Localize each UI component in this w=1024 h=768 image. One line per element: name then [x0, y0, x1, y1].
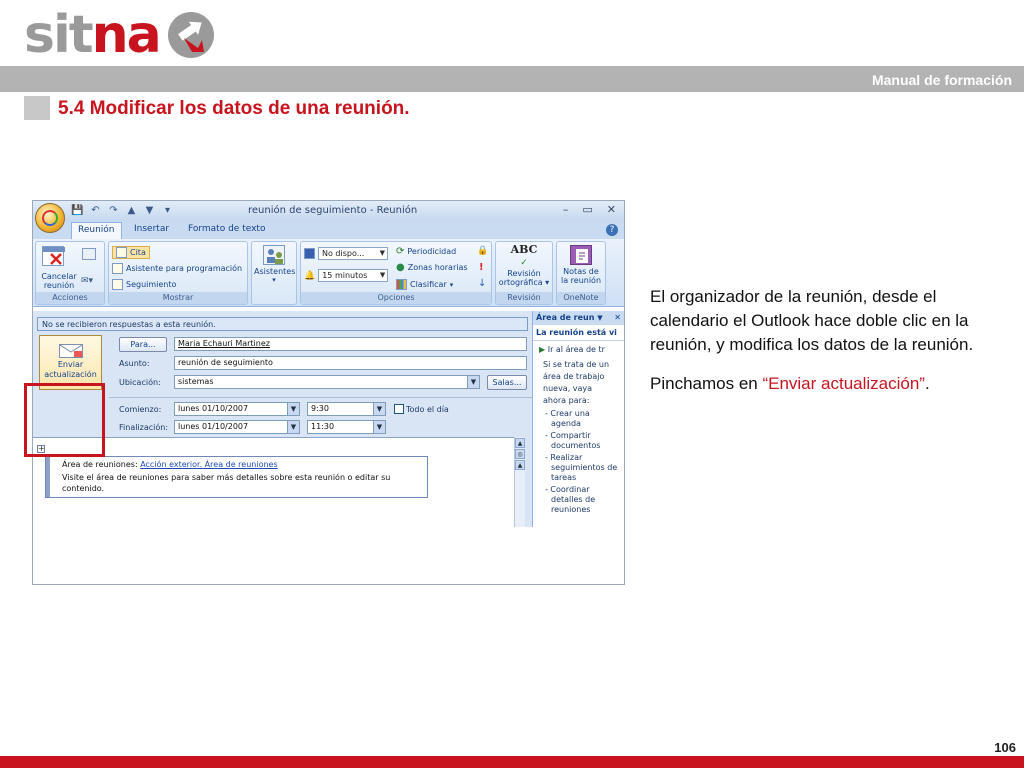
forward-icon[interactable] [82, 248, 96, 260]
end-time-dropdown-icon[interactable]: ▼ [373, 421, 385, 433]
info-bar: No se recibieron respuestas a esta reunión. [37, 317, 528, 331]
send-update-reference: “Enviar actualización” [762, 374, 925, 393]
all-day-checkbox[interactable] [394, 404, 404, 414]
group-asistentes [251, 241, 297, 305]
send-update-line1: Enviar [57, 360, 84, 369]
close-button[interactable]: ✕ [606, 203, 616, 216]
onenote-icon [570, 245, 592, 265]
meeting-workspace-pane [532, 311, 624, 527]
ribbon [33, 239, 624, 307]
meeting-workspace-note [45, 456, 428, 498]
all-day-label: Todo el día [406, 405, 449, 414]
workspace-link[interactable]: Acción exterior. Área de reuniones [140, 460, 278, 469]
to-button[interactable]: Para... [119, 337, 167, 352]
location-dropdown-icon[interactable]: ▼ [467, 376, 479, 388]
task-bullet-coordinate: - Coordinar detalles de reuniones [545, 485, 596, 514]
meeting-notes-button[interactable] [559, 245, 603, 285]
cita-button[interactable]: Cita [112, 246, 150, 259]
logo-text-gray: sit [24, 5, 92, 65]
end-date-dropdown-icon[interactable]: ▼ [287, 421, 299, 433]
go-to-workspace-link[interactable]: ▶ Ir al área de tr [539, 345, 605, 354]
ribbon-tabs [33, 221, 624, 239]
group-acciones [35, 241, 105, 305]
cancel-line1: Cancelar [41, 272, 77, 281]
send-options-icon[interactable]: ✉▾ [81, 276, 94, 286]
task-bullet-tasks: - Realizar seguimientos de tareas [545, 453, 618, 482]
recurrence-button[interactable]: ⟳ Periodicidad [396, 246, 457, 257]
spelling-line2: ortográfica ▾ [498, 278, 550, 287]
abc-check-icon: ABC [510, 243, 538, 256]
recurrence-icon: ⟳ [396, 246, 405, 257]
group-label-onenote: OneNote [557, 292, 605, 304]
attendees-dropdown-icon: ▾ [272, 276, 276, 284]
logo-arrow-icon [168, 12, 214, 58]
location-input[interactable]: sistemas ▼ [174, 375, 480, 389]
office-logo-icon [42, 210, 58, 226]
logo-text-red: na [91, 5, 160, 65]
header-band [0, 66, 1024, 92]
slide-title: 5.4 Modificar los datos de una reunión. [58, 98, 410, 119]
notes-line2: la reunión [560, 276, 602, 285]
expand-plus-icon[interactable]: + [38, 444, 45, 453]
explanation-text [650, 285, 1010, 411]
attendees-label: Asistentes [254, 267, 296, 276]
start-date-input[interactable]: lunes 01/10/2007 ▼ [174, 402, 300, 416]
attendees-button[interactable] [254, 245, 294, 285]
next-icon[interactable]: ▼ [145, 205, 154, 216]
grid-icon [112, 263, 123, 274]
reminder-control[interactable] [304, 269, 388, 282]
note-line3: contenido. [62, 484, 105, 493]
send-update-highlight [24, 383, 105, 457]
scroll-up-icon[interactable]: ▲ [515, 438, 525, 448]
tab-insertar[interactable]: Insertar [134, 224, 170, 234]
group-label-acciones: Acciones [36, 292, 104, 304]
customize-qat-icon[interactable]: ▾ [164, 205, 171, 216]
start-time-input[interactable]: 9:30 ▼ [307, 402, 386, 416]
categorize-button[interactable]: Clasificar ▾ [396, 279, 453, 290]
subject-input[interactable]: reunión de seguimiento [174, 356, 527, 370]
undo-icon[interactable]: ↶ [91, 205, 100, 216]
pane-menu-icon[interactable]: ▼ [597, 314, 603, 322]
go-arrow-icon: ▶ [539, 345, 546, 354]
scheduling-assistant-button[interactable]: Asistente para programación [112, 263, 242, 274]
subject-label: Asunto: [119, 359, 150, 368]
rooms-button[interactable]: Salas... [487, 375, 527, 390]
task-pane-subtitle: La reunión está vi [533, 325, 624, 341]
group-label-revision: Revisión [496, 292, 552, 304]
scroll-arrow-icon[interactable]: ▲ [515, 460, 525, 470]
title-marker [24, 96, 50, 120]
task-pane-intro: Si se trata de un área de trabajo nueva, vaya ahora para: [543, 360, 610, 405]
calendar-icon [116, 247, 127, 258]
reminder-select[interactable]: 15 minutos ▼ [318, 269, 388, 282]
group-revision [495, 241, 553, 305]
note-line2: Visite el área de reuniones para saber más detalles sobre esta reunión o editar su [62, 473, 391, 482]
outlook-screenshot [32, 200, 625, 585]
tab-formato-texto[interactable]: Formato de texto [188, 224, 266, 234]
cancel-meeting-button[interactable] [39, 272, 79, 290]
time-zones-button[interactable]: ● Zonas horarias [396, 262, 468, 273]
location-label: Ubicación: [119, 378, 161, 387]
window-controls [563, 203, 616, 216]
screenshot-blank-area [33, 527, 624, 585]
start-label: Comienzo: [119, 405, 162, 414]
maximize-button[interactable]: ▭ [582, 203, 593, 216]
high-importance-icon[interactable]: ! [479, 262, 484, 273]
end-label: Finalización: [119, 423, 169, 432]
quick-access-toolbar [71, 204, 174, 217]
low-importance-icon[interactable]: ↓ [478, 278, 487, 289]
previous-icon[interactable]: ▲ [127, 205, 136, 216]
redo-icon[interactable]: ↷ [109, 205, 118, 216]
private-lock-icon[interactable]: 🔒 [477, 246, 489, 256]
minimize-button[interactable]: – [562, 203, 569, 216]
checkmark-icon: ✓ [520, 258, 528, 268]
show-as-icon [304, 248, 315, 259]
manual-label: Manual de formación [871, 72, 1012, 88]
group-onenote [556, 241, 606, 305]
start-date-dropdown-icon[interactable]: ▼ [287, 403, 299, 415]
window-titlebar [33, 201, 624, 221]
spelling-button[interactable] [498, 245, 550, 287]
form-divider [109, 397, 533, 398]
window-title: reunión de seguimiento - Reunión [248, 205, 418, 216]
group-mostrar [108, 241, 248, 305]
sitna-logo [24, 5, 214, 65]
tracking-icon [112, 279, 123, 290]
logo-wordmark [24, 5, 160, 65]
explanation-paragraph-1: El organizador de la reunión, desde el calendario el Outlook hace doble clic en la reunión, y modifica los datos de la reunión. [650, 287, 974, 354]
envelope-icon [59, 344, 83, 358]
group-label-mostrar: Mostrar [109, 292, 247, 304]
task-bullet-agenda: - Crear una agenda [545, 409, 590, 428]
note-line1: Área de reuniones: Acción exterior. Área de reuniones [62, 460, 278, 469]
scroll-lock-icon[interactable]: ◎ [515, 449, 525, 459]
help-icon[interactable]: ? [606, 224, 618, 236]
cancel-line2: reunión [43, 281, 75, 290]
notes-line1: Notas de [563, 267, 599, 276]
footer-band [0, 756, 1024, 768]
tab-reunion[interactable]: Reunión [71, 222, 122, 239]
page-number: 106 [994, 740, 1016, 755]
start-time-dropdown-icon[interactable]: ▼ [373, 403, 385, 415]
show-as-select[interactable]: No dispo... ▼ [318, 247, 388, 260]
task-pane-header: Área de reun ▼ ✕ [533, 311, 624, 325]
globe-icon: ● [396, 262, 405, 273]
calendar-cancel-icon [42, 246, 64, 266]
tracking-button[interactable]: Seguimiento [112, 279, 176, 290]
group-label-opciones: Opciones [301, 292, 491, 304]
spelling-line1: Revisión [507, 269, 541, 278]
task-bullet-documents: - Compartir documentos [545, 431, 601, 450]
save-icon[interactable]: 💾 [71, 205, 84, 216]
send-update-button[interactable] [39, 335, 102, 390]
pane-close-icon[interactable]: ✕ [614, 313, 621, 322]
group-opciones [300, 241, 492, 305]
office-button[interactable] [35, 203, 65, 233]
bell-icon: 🔔 [304, 270, 316, 281]
attendees-icon [263, 245, 285, 265]
to-field[interactable]: Maria Echauri Martinez [174, 337, 527, 351]
categories-icon [396, 279, 407, 290]
show-as-control[interactable] [304, 247, 388, 260]
explanation-paragraph-2: Pinchamos en “Enviar actualización”. [650, 374, 930, 393]
body-scrollbar[interactable] [514, 437, 525, 527]
end-time-input[interactable]: 11:30 ▼ [307, 420, 386, 434]
end-date-input[interactable]: lunes 01/10/2007 ▼ [174, 420, 300, 434]
send-update-line2: actualización [44, 370, 97, 379]
